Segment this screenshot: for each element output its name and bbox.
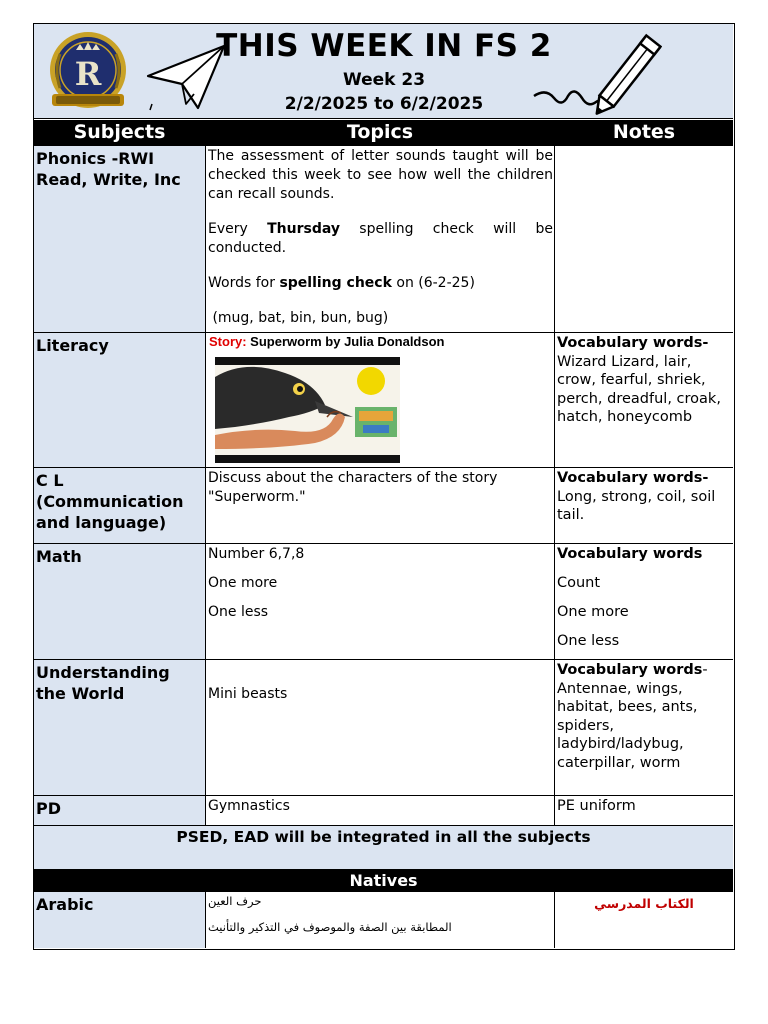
utw-topic: Mini beasts — [208, 686, 288, 702]
math-topic-item: One less — [208, 604, 269, 620]
table-header — [34, 120, 733, 146]
topic-literacy — [206, 333, 555, 467]
integration-note: PSED, EAD will be integrated in all the subjects — [34, 826, 733, 870]
math-topic-item: One more — [208, 575, 278, 591]
math-vocab-item: Count — [557, 575, 601, 591]
notes-math — [555, 544, 733, 659]
subject-math: Math — [34, 544, 206, 659]
subject-pd: PD — [34, 796, 206, 825]
math-vocab-item: One more — [557, 604, 629, 620]
math-vocab-item: One less — [557, 633, 620, 649]
arabic-textbook-note: الكتاب المدرسي — [594, 896, 694, 911]
pencil-icon — [532, 26, 662, 116]
column-header-subjects: Subjects — [73, 121, 166, 143]
superworm-book-image — [215, 357, 400, 463]
natives-section-header: Natives — [34, 870, 733, 892]
topic-math — [206, 544, 555, 659]
phonics-assessment-text: The assessment of letter sounds taught will be checked this week to see how well the children can recall sounds. — [208, 148, 553, 202]
cl-vocab-title: Vocabulary words- — [557, 470, 709, 486]
column-header-notes: Notes — [612, 121, 676, 143]
math-topic-item: Number 6,7,8 — [208, 546, 305, 562]
story-title: Story: Superworm by Julia Donaldson — [209, 334, 445, 349]
utw-vocab-list: Antennae, wings, habitat, bees, ants, spiders, ladybird/ladybug, caterpillar, worm — [557, 680, 698, 771]
svg-text:R: R — [74, 55, 102, 93]
page-title: THIS WEEK IN FS 2 — [216, 28, 552, 64]
table-row-arabic — [34, 892, 733, 948]
phonics-word-list: (mug, bat, bin, bun, bug) — [208, 310, 389, 326]
table-row-understanding-world — [34, 660, 733, 796]
table-row-pd — [34, 796, 733, 826]
header-banner — [34, 24, 733, 119]
notes-phonics — [555, 146, 733, 332]
table-row-math — [34, 544, 733, 660]
cl-vocab-list: Long, strong, coil, soil tail. — [557, 488, 716, 523]
topic-phonics — [206, 146, 555, 332]
phonics-spelling-text: Words for spelling check on (6-2-25) — [208, 275, 475, 291]
subject-phonics: Phonics -RWI Read, Write, Inc — [34, 146, 206, 332]
literacy-vocab-list: Wizard Lizard, lair, crow, fearful, shriek, perch, dreadful, croak, hatch, honeycomb — [557, 353, 721, 425]
topic-communication: Discuss about the characters of the story "Superworm." — [206, 468, 555, 543]
notes-understanding-world — [555, 660, 733, 795]
phonics-thursday-text: Every Thursday spelling check will be conducted. — [208, 221, 553, 256]
column-header-topics: Topics — [346, 121, 414, 143]
date-range: 2/2/2025 to 6/2/2025 — [284, 94, 484, 114]
notes-literacy — [555, 333, 733, 467]
notes-pd: PE uniform — [557, 798, 636, 814]
subject-arabic: Arabic — [34, 892, 206, 948]
table-row-phonics — [34, 146, 733, 333]
school-logo-icon — [46, 30, 130, 114]
table-row-communication — [34, 468, 733, 544]
week-number: Week 23 — [342, 70, 426, 90]
topic-pd: Gymnastics — [206, 796, 555, 825]
subject-understanding-world: Understanding the World — [34, 660, 206, 795]
subject-communication: C L (Communication and language) — [34, 468, 206, 543]
subject-literacy: Literacy — [34, 333, 206, 467]
utw-vocab-title: Vocabulary words- — [557, 662, 708, 678]
literacy-vocab-title: Vocabulary words- — [557, 335, 709, 351]
topic-understanding-world — [206, 660, 555, 795]
weekly-plan-sheet — [33, 23, 735, 950]
notes-arabic — [555, 892, 733, 948]
math-vocab-title: Vocabulary words — [557, 546, 703, 562]
table-row-literacy — [34, 333, 733, 468]
topic-arabic — [206, 892, 555, 948]
arabic-topic-line: حرف العين — [208, 894, 262, 908]
arabic-topic-line: المطابقة بين الصفة والموصوف في التذكير والتأنيث — [208, 920, 452, 934]
notes-communication — [555, 468, 733, 543]
